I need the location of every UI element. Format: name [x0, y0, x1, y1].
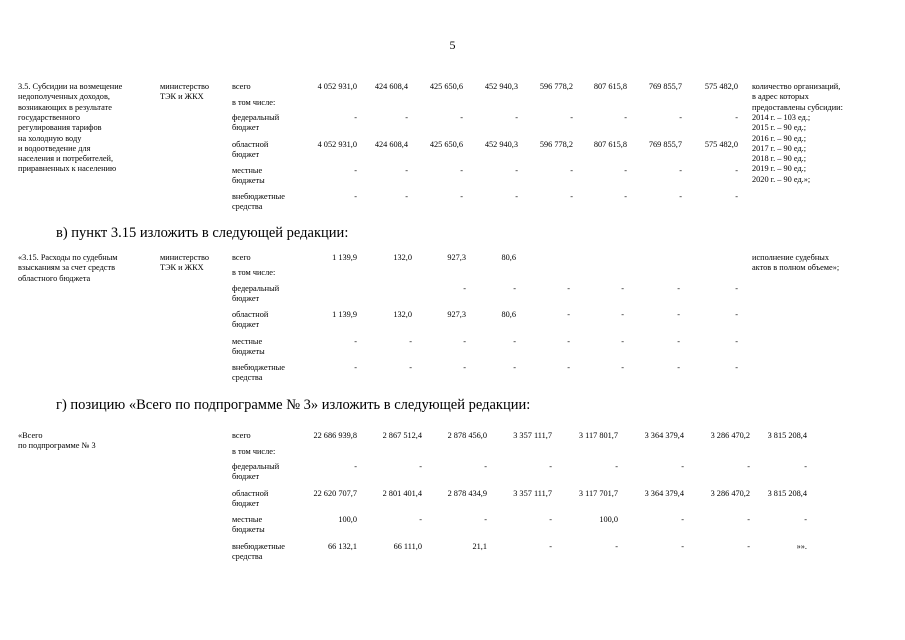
value-cell: -: [354, 113, 357, 122]
value-cell: -: [515, 166, 518, 175]
value-cell: -: [567, 310, 570, 319]
value-cell: -: [735, 166, 738, 175]
value-cell: 21,1: [472, 542, 487, 551]
value-cell: 100,0: [338, 515, 357, 524]
value-cell: -: [735, 310, 738, 319]
value-cell: -: [405, 166, 408, 175]
item-name-line: «3.15. Расходы по судебным: [18, 253, 118, 262]
value-cell: -: [513, 363, 516, 372]
value-cell: -: [515, 192, 518, 201]
executor-line: ТЭК и ЖКХ: [160, 263, 204, 273]
value-cell: 3 357 111,7: [513, 431, 552, 440]
value-cell: -: [679, 192, 682, 201]
row-label: федеральный: [232, 462, 280, 471]
value-cell: 3 815 208,4: [767, 489, 807, 498]
row-label: федеральный: [232, 284, 280, 293]
value-cell: 3 364 379,4: [644, 489, 684, 498]
row-label: местные: [232, 337, 263, 346]
value-cell: 1 139,9: [332, 253, 357, 262]
value-cell: 927,3: [447, 310, 466, 319]
value-cell: 769 855,7: [648, 82, 682, 91]
value-cell: 3 117 701,7: [578, 489, 618, 498]
row-label: областной: [232, 140, 269, 149]
row-label: бюджет: [232, 150, 260, 159]
value-cell: -: [621, 310, 624, 319]
value-cell: 807 615,8: [593, 82, 627, 91]
row-label: внебюджетные: [232, 363, 285, 372]
row-label: бюджет: [232, 320, 260, 329]
result-line: 2014 г. – 103 ед.;: [752, 112, 811, 122]
value-cell: -: [804, 515, 807, 524]
value-cell: -: [567, 337, 570, 346]
heading-item-v: в) пункт 3.15 изложить в следующей редакции:: [56, 225, 349, 241]
value-cell: 575 482,0: [704, 140, 738, 149]
item-name-line: регулирования тарифов: [18, 123, 102, 133]
row-label: областной: [232, 489, 269, 498]
value-cell: -: [681, 542, 684, 551]
executor-line: ТЭК и ЖКХ: [160, 92, 204, 102]
row-label: федеральный: [232, 113, 280, 122]
value-cell: 807 615,8: [593, 140, 627, 149]
value-cell: -: [405, 192, 408, 201]
value-cell: 424 608,4: [374, 140, 408, 149]
value-cell: -: [549, 462, 552, 471]
page-number: 5: [449, 38, 456, 52]
value-cell: 66 111,0: [393, 542, 422, 551]
item-name-line: 3.5. Субсидии на возмещение: [18, 82, 123, 91]
value-cell: 22 620 707,7: [313, 489, 357, 498]
value-cell: -: [484, 462, 487, 471]
row-label: областной: [232, 310, 269, 319]
executor-line: министерство: [160, 253, 210, 262]
value-cell: 132,0: [393, 310, 412, 319]
value-cell: 424 608,4: [374, 82, 408, 91]
value-cell: 425 650,6: [429, 82, 463, 91]
value-cell: 3 117 801,7: [578, 431, 618, 440]
value-cell: -: [747, 542, 750, 551]
value-cell: -: [409, 363, 412, 372]
result-line: 2018 г. – 90 ед.;: [752, 154, 807, 164]
item-name-line: «Всего: [18, 431, 43, 440]
value-cell: 575 482,0: [704, 82, 738, 91]
item-name-line: и водоотведение для: [18, 143, 91, 153]
value-cell: -: [621, 337, 624, 346]
row-label: всего: [232, 431, 251, 440]
value-cell: 4 052 931,0: [317, 82, 357, 91]
value-cell: 1 139,9: [332, 310, 357, 319]
result-line: 2019 г. – 90 ед.;: [752, 164, 807, 174]
value-cell: -: [624, 113, 627, 122]
value-cell: -: [484, 515, 487, 524]
result-line: 2016 г. – 90 ед.;: [752, 133, 807, 143]
value-cell: -: [735, 284, 738, 293]
value-cell: 2 867 512,4: [382, 431, 422, 440]
value-cell: -: [677, 363, 680, 372]
result-line: 2020 г. – 90 ед.»;: [752, 174, 811, 184]
value-cell: -: [549, 542, 552, 551]
value-cell: -: [624, 192, 627, 201]
value-cell: -: [354, 462, 357, 471]
value-cell: 596 778,2: [539, 82, 573, 91]
row-label: в том числе:: [232, 98, 276, 107]
value-cell: 100,0: [599, 515, 618, 524]
value-cell: -: [677, 310, 680, 319]
value-cell: -: [419, 515, 422, 524]
value-cell: -: [681, 462, 684, 471]
item-name-line: по подпрограмме № 3: [18, 441, 96, 451]
value-cell: -: [735, 192, 738, 201]
value-cell: -: [621, 363, 624, 372]
result-line: в адрес которых: [752, 92, 809, 102]
heading-item-g: г) позицию «Всего по подпрограмме № 3» изложить в следующей редакции:: [56, 397, 531, 413]
value-cell: -: [570, 192, 573, 201]
value-cell: 3 815 208,4: [767, 431, 807, 440]
value-cell: 927,3: [447, 253, 466, 262]
value-cell: -: [513, 337, 516, 346]
value-cell: 596 778,2: [539, 140, 573, 149]
row-label: всего: [232, 253, 251, 262]
value-cell: 3 364 379,4: [644, 431, 684, 440]
item-name-line: возникающих в результате: [18, 102, 112, 112]
row-label: бюджет: [232, 499, 260, 508]
executor-line: министерство: [160, 82, 210, 91]
row-label: местные: [232, 166, 263, 175]
value-cell: -: [570, 113, 573, 122]
value-cell: 80,6: [501, 310, 516, 319]
value-cell: -: [679, 166, 682, 175]
value-cell: 2 878 456,0: [447, 431, 487, 440]
value-cell: -: [463, 284, 466, 293]
item-name-line: взысканиям за счет средств: [18, 263, 116, 273]
row-label: внебюджетные: [232, 192, 285, 201]
row-label: бюджет: [232, 472, 260, 481]
item-name-line: населения и потребителей,: [18, 154, 114, 164]
value-cell: -: [463, 337, 466, 346]
row-label: бюджеты: [232, 176, 265, 185]
result-line: 2017 г. – 90 ед.;: [752, 143, 807, 153]
value-cell: -: [735, 363, 738, 372]
item-name-line: приравненных к населению: [18, 164, 117, 174]
value-cell: -: [460, 192, 463, 201]
row-label: всего: [232, 82, 251, 91]
result-line: 2015 г. – 90 ед.;: [752, 123, 807, 133]
value-cell: -: [735, 113, 738, 122]
value-cell: 2 801 401,4: [382, 489, 422, 498]
value-cell: -: [570, 166, 573, 175]
value-cell: -: [513, 284, 516, 293]
value-cell: 132,0: [393, 253, 412, 262]
value-cell: 2 878 434,9: [447, 489, 487, 498]
value-cell: -: [747, 515, 750, 524]
value-cell: -: [621, 284, 624, 293]
result-line: количество организаций,: [752, 82, 841, 91]
value-cell: -: [419, 462, 422, 471]
value-cell: -: [677, 284, 680, 293]
value-cell: -: [615, 542, 618, 551]
value-cell: 3 286 470,2: [710, 489, 750, 498]
value-cell: -: [354, 337, 357, 346]
value-cell: -: [679, 113, 682, 122]
value-cell: -: [804, 462, 807, 471]
value-cell: 769 855,7: [648, 140, 682, 149]
value-cell: -: [549, 515, 552, 524]
item-name-line: областного бюджета: [18, 273, 91, 283]
value-cell: 452 940,3: [484, 140, 518, 149]
item-name-line: на холодную воду: [18, 133, 82, 143]
value-cell: -: [624, 166, 627, 175]
result-line: исполнение судебных: [752, 253, 829, 262]
value-cell: »».: [796, 542, 807, 551]
value-cell: -: [615, 462, 618, 471]
value-cell: -: [405, 113, 408, 122]
row-label: местные: [232, 515, 263, 524]
value-cell: 425 650,6: [429, 140, 463, 149]
value-cell: -: [747, 462, 750, 471]
value-cell: -: [567, 363, 570, 372]
item-name-line: государственного: [18, 112, 81, 122]
value-cell: -: [677, 337, 680, 346]
value-cell: 3 286 470,2: [710, 431, 750, 440]
value-cell: -: [515, 113, 518, 122]
row-label: средства: [232, 202, 263, 211]
value-cell: 452 940,3: [484, 82, 518, 91]
row-label: в том числе:: [232, 268, 276, 277]
value-cell: -: [460, 166, 463, 175]
value-cell: 3 357 111,7: [513, 489, 552, 498]
value-cell: 22 686 939,8: [313, 431, 357, 440]
value-cell: -: [681, 515, 684, 524]
row-label: бюджеты: [232, 347, 265, 356]
row-label: бюджет: [232, 294, 260, 303]
row-label: средства: [232, 373, 263, 382]
value-cell: -: [463, 363, 466, 372]
item-name-line: недополученных доходов,: [18, 92, 110, 102]
result-line: предоставлены субсидии:: [752, 102, 843, 112]
value-cell: -: [460, 113, 463, 122]
value-cell: -: [409, 337, 412, 346]
row-label: в том числе:: [232, 447, 276, 456]
row-label: внебюджетные: [232, 542, 285, 551]
value-cell: -: [354, 363, 357, 372]
row-label: бюджет: [232, 123, 260, 132]
row-label: бюджеты: [232, 525, 265, 534]
row-label: средства: [232, 552, 263, 561]
value-cell: 80,6: [501, 253, 516, 262]
value-cell: -: [354, 166, 357, 175]
value-cell: -: [567, 284, 570, 293]
value-cell: -: [354, 192, 357, 201]
value-cell: -: [735, 337, 738, 346]
result-line: актов в полном объеме»;: [752, 263, 840, 273]
value-cell: 4 052 931,0: [317, 140, 357, 149]
value-cell: 66 132,1: [327, 542, 357, 551]
